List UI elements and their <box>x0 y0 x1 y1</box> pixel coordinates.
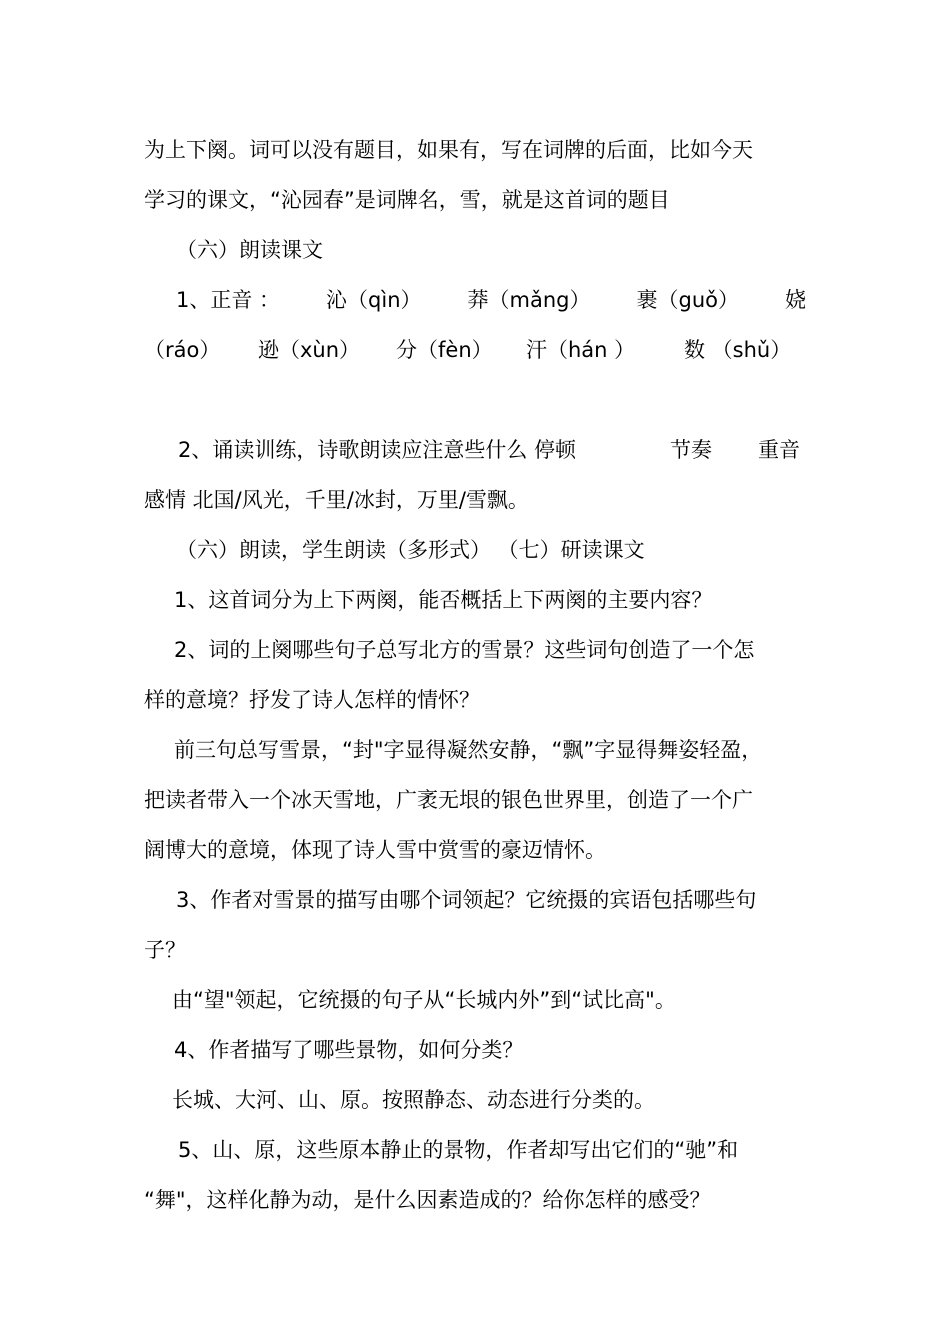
pinyin-item: 裹（guǒ） <box>636 288 739 312</box>
text-line: （六）朗读，学生朗读（多形式） （七）研读课文 <box>176 538 645 562</box>
answer-line <box>172 986 834 1014</box>
pinyin-item: 分（fèn） <box>396 338 493 362</box>
text-line: 学习的课文，“沁园春”是词牌名，雪，就是这首词的题目 <box>144 188 670 212</box>
paragraph-line <box>144 186 806 214</box>
answer-line <box>174 736 806 764</box>
paragraph-line <box>144 486 806 514</box>
question-line <box>174 586 836 614</box>
paragraph-line <box>144 136 806 164</box>
text-line: 长城、大河、山、原。按照静态、动态进行分类的。 <box>172 1088 655 1112</box>
pinyin-label: 1、正音 ： <box>176 288 281 312</box>
text-line: （六）朗读课文 <box>176 238 323 262</box>
text-line: 1、这首词分为上下两阕，能否概括上下两阕的主要内容？ <box>174 588 713 612</box>
answer-line <box>144 836 806 864</box>
pinyin-item: （ráo） <box>144 338 221 362</box>
text-line: 样的意境？抒发了诗人怎样的情怀？ <box>144 688 480 712</box>
question-line <box>178 1136 806 1164</box>
text-line: 重音 <box>758 438 800 462</box>
text-line: 阔博大的意境，体现了诗人雪中赏雪的豪迈情怀。 <box>144 838 606 862</box>
question-line <box>174 1036 836 1064</box>
text-line: 前三句总写雪景，“封"字显得凝然安静，“飘”字显得舞姿轻盈， <box>174 738 763 762</box>
question-line <box>174 636 806 664</box>
pinyin-item: 汗（hán ） <box>526 338 636 362</box>
question-line <box>144 686 806 714</box>
text-line: 5、山、原，这些原本静止的景物，作者却写出它们的“驰”和 <box>178 1138 739 1162</box>
text-line: 为上下阕。词可以没有题目，如果有，写在词牌的后面，比如今天 <box>144 138 753 162</box>
text-line: 2、词的上阕哪些句子总写北方的雪景？这些词句创造了一个怎 <box>174 638 755 662</box>
answer-line <box>172 1086 834 1114</box>
text-line: 3、作者对雪景的描写由哪个词领起？它统摄的宾语包括哪些句 <box>176 888 757 912</box>
answer-line <box>144 786 806 814</box>
section-heading <box>176 536 838 564</box>
section-heading <box>176 236 838 264</box>
text-line: 节奏 <box>670 438 712 462</box>
pinyin-item: 数 （shǔ） <box>684 338 792 362</box>
text-line: 由“望"领起，它统摄的句子从“长城内外”到“试比高"。 <box>172 988 676 1012</box>
text-line: 把读者带入一个冰天雪地，广袤无垠的银色世界里，创造了一个广 <box>144 788 753 812</box>
text-line: “舞"，这样化静为动，是什么因素造成的？给你怎样的感受？ <box>144 1188 711 1212</box>
text-line: 2、诵读训练，诗歌朗读应注意些什么 停顿 <box>178 438 577 462</box>
pinyin-item: 莽（mǎng） <box>467 288 591 312</box>
text-line: 4、作者描写了哪些景物，如何分类？ <box>174 1038 524 1062</box>
question-line <box>144 1186 806 1214</box>
pinyin-item: 娆 <box>785 288 806 312</box>
pinyin-item: 沁（qìn） <box>326 288 422 312</box>
question-line <box>176 886 806 914</box>
question-line <box>144 936 806 964</box>
pinyin-item: 逊（xùn） <box>258 338 361 362</box>
text-line: 子？ <box>144 938 186 962</box>
text-line: 感情 北国/风光，千里/冰封，万里/雪飘。 <box>144 488 529 512</box>
reading-training-line <box>178 436 806 464</box>
pinyin-row-1 <box>176 286 806 314</box>
